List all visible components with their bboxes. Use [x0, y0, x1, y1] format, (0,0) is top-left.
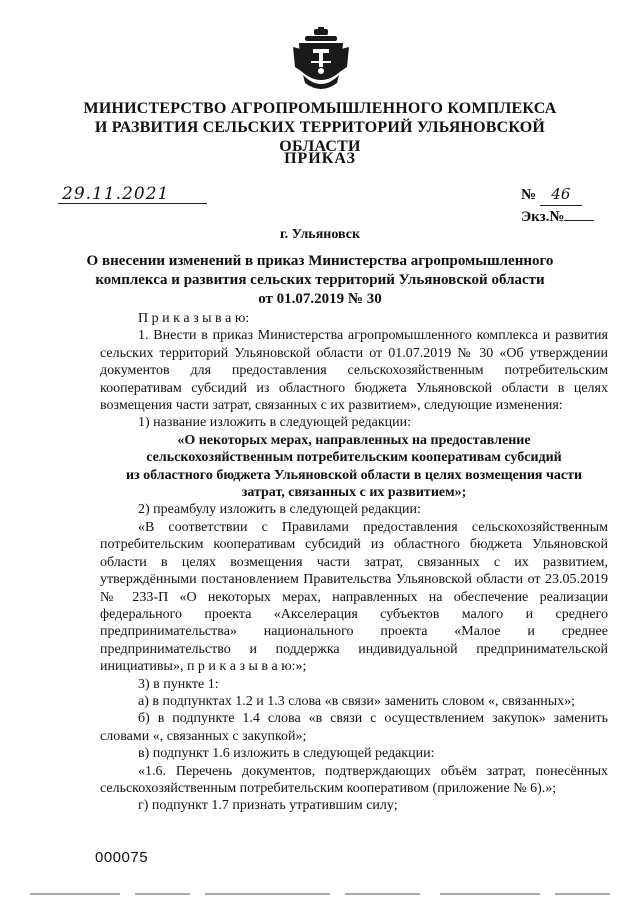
new-title-line-2: сельскохозяйственным потребительским кооперативам субсидий — [146, 450, 562, 466]
coat-of-arms-emblem — [293, 27, 349, 93]
paragraph-3: 2) преамбулу изложить в следующей редакции: — [138, 502, 421, 518]
paragraph-4: «В соответствии с Правилами предоставления сельскохозяйственным потребительским кооперативам субсидий из областного бюджета Ульяновской области в целях возмещения части затрат, связанных с их развитием, утверждёнными постановлением Правительства Ульяновской области от 23.05.2019 № 233-П «О некоторых мерах, направленных на обеспечение реализации федерального проекта «Акселерация субъектов малого и среднего предпринимательства» национального проекта «Малое и среднее предпринимательство и поддержка индивидуальной предпринимательской инициативы», п р и к а з ы в а ю:»; — [100, 519, 608, 675]
order-word: П р и к а з ы в а ю: — [138, 311, 250, 326]
subject-line-1: О внесении изменений в приказ Министерства агропромышленного — [86, 253, 554, 269]
copy-label: Экз.№ — [521, 209, 565, 225]
ministry-line-2: И РАЗВИТИЯ СЕЛЬСКИХ ТЕРРИТОРИЙ УЛЬЯНОВСКОЙ ОБЛАСТИ — [94, 119, 546, 155]
handwritten-date: 29.11.2021 — [58, 185, 207, 204]
paragraph-7: б) в подпункте 1.4 слова «в связи с осуществлением закупок» заменить словами «, связанных с закупкой»; — [100, 711, 608, 744]
handwritten-number: 46 — [540, 184, 582, 206]
ministry-line-1: МИНИСТЕРСТВО АГРОПРОМЫШЛЕННОГО КОМПЛЕКСА — [83, 100, 557, 117]
ministry-name — [60, 99, 580, 156]
paragraph-10: г) подпункт 1.7 признать утратившим силу; — [138, 798, 398, 814]
paragraph-5: 3) в пункте 1: — [138, 676, 219, 692]
paragraph-6: а) в подпунктах 1.2 и 1.3 слова «в связи» заменить словом «, связанных»; — [138, 693, 576, 709]
new-title-line-3: из областного бюджета Ульяновской области в целях возмещения части — [125, 467, 583, 483]
order-body — [100, 310, 608, 815]
order-number-block — [521, 184, 594, 228]
city: г. Ульяновск — [279, 227, 361, 242]
document-type-title: ПРИКАЗ — [284, 150, 356, 167]
subject-line-2: комплекса и развития сельских территорий Ульяновской области — [95, 272, 545, 288]
footer-divider-lines — [0, 889, 640, 899]
paragraph-2: 1) название изложить в следующей редакции: — [138, 415, 412, 431]
new-title-line-4: затрат, связанных с их развитием»; — [241, 485, 467, 501]
number-label: № — [521, 187, 537, 203]
page-code: 000075 — [95, 849, 149, 866]
paragraph-1: 1. Внести в приказ Министерства агропромышленного комплекса и развития сельских территорий Ульяновской области от 01.07.2019 № 30 «Об утверждении документов для предоставления сельскохозяйственным потребительским кооперативам субсидий из областного бюджета Ульяновской области в целях возмещения части затрат, связанных с их развитием», следующие изменения: — [100, 328, 608, 414]
paragraph-8: в) подпункт 1.6 изложить в следующей редакции: — [138, 746, 435, 762]
subject-line-3: от 01.07.2019 № 30 — [258, 291, 382, 307]
copy-number-blank — [564, 206, 594, 221]
new-title-line-1: «О некоторых мерах, направленных на предоставление — [177, 432, 531, 448]
order-subject — [80, 252, 560, 309]
paragraph-9: «1.6. Перечень документов, подтверждающих объём затрат, понесённых сельскохозяйственным потребительским кооперативом (приложение № 6).»; — [100, 763, 608, 796]
